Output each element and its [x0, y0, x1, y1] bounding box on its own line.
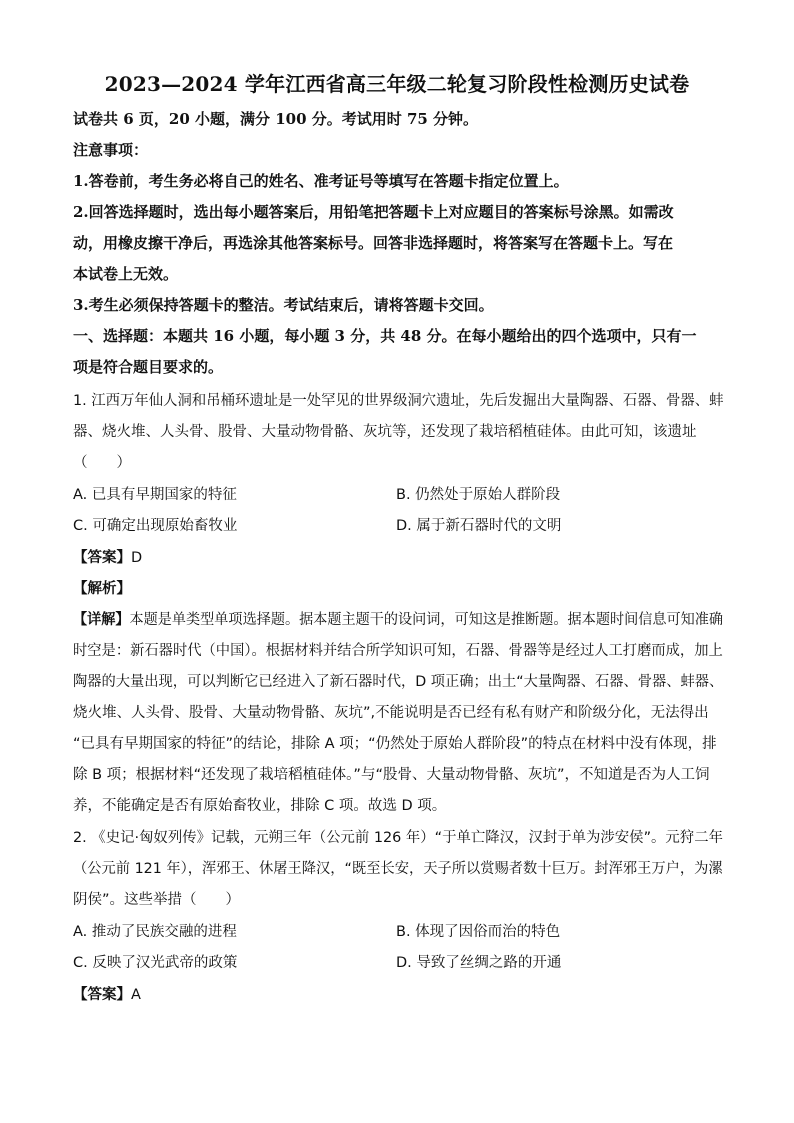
q1-detail-line-4: 烧火堆、人头骨、股骨、大量动物骨骼、灰坑”,不能说明是否已经有私有财产和阶级分化，无法得出: [73, 705, 709, 721]
q1-answer-tag: 【答案】: [73, 550, 131, 566]
q1-detail-line-1: [73, 608, 724, 629]
q1-answer-value: D: [131, 550, 143, 566]
q1-option-c: C. 可确定出现原始畜牧业: [73, 518, 238, 534]
q2-answer-value: A: [131, 987, 141, 1003]
q2-stem-line-2: （公元前 121 年），浑邪王、休屠王降汉，“既至长安，天子所以赏赐者数十巨万。封浑邪王万户，为漯: [73, 861, 723, 877]
q1-stem-line-1: 1. 江西万年仙人洞和吊桶环遗址是一处罕见的世界级洞穴遗址，先后发掘出大量陶器、石器、骨器、蚌: [73, 393, 724, 409]
q1-detail-text-1: 本题是单类型单项选择题。据本题主题干的设问词，可知这是推断题。据本题时间信息可知准确: [129, 612, 724, 628]
q1-detail-line-3: 陶器的大量出现，可以判断它已经进入了新石器时代，D 项正确；出土“大量陶器、石器、骨器、蚌器、: [73, 674, 724, 690]
notice-heading: 注意事项：: [73, 141, 149, 159]
q1-detail-line-6: 除 B 项；根据材料“还发现了栽培稻植硅体。”与“股骨、大量动物骨骼、灰坑”，不知道是否为人工饲: [73, 767, 710, 783]
q1-analysis: [73, 577, 723, 598]
notice-item-3: 3.考生必须保持答题卡的整洁。考试结束后，请将答题卡交回。: [73, 296, 494, 314]
q1-option-a: A. 已具有早期国家的特征: [73, 487, 237, 503]
q2-stem-line-1: 2. 《史记·匈奴列传》记载，元朔三年（公元前 126 年）“于单亡降汉，汉封于单为涉安侯”。元狩二年: [73, 830, 723, 846]
q1-answer: [73, 546, 723, 567]
section-heading-line-2: 项是符合题目要求的。: [73, 358, 224, 376]
q2-option-d: D. 导致了丝绸之路的开通: [396, 955, 562, 971]
q1-analysis-tag: 【解析】: [73, 581, 131, 597]
notice-item-2-line-3: 本试卷上无效。: [73, 265, 179, 283]
q2-option-a: A. 推动了民族交融的进程: [73, 924, 237, 940]
section-heading-line-1: 一、选择题：本题共 16 小题，每小题 3 分，共 48 分。在每小题给出的四个选项中，只有一: [73, 327, 697, 345]
q1-detail-line-5: “已具有早期国家的特征”的结论，排除 A 项；“仍然处于原始人群阶段”的特点在材料中没有体现，排: [73, 736, 717, 752]
q2-stem-line-3: 阴侯”。这些举措（ ）: [73, 892, 241, 908]
exam-info: 试卷共 6 页，20 小题，满分 100 分。考试用时 75 分钟。: [73, 110, 479, 128]
notice-item-1: 1.答卷前，考生务必将自己的姓名、准考证号等填写在答题卡指定位置上。: [73, 172, 569, 190]
q1-option-d: D. 属于新石器时代的文明: [396, 518, 562, 534]
q1-detail-line-2: 时空是：新石器时代（中国）。根据材料并结合所学知识可知，石器、骨器等是经过人工打磨而成，加上: [73, 643, 723, 659]
q2-option-c: C. 反映了汉光武帝的政策: [73, 955, 238, 971]
q1-option-b: B. 仍然处于原始人群阶段: [396, 487, 561, 503]
q1-detail-tag: 【详解】: [73, 612, 130, 628]
notice-item-2-line-1: 2.回答选择题时，选出每小题答案后，用铅笔把答题卡上对应题目的答案标号涂黑。如需改: [73, 203, 674, 221]
q1-detail-line-7: 养，不能确定是否有原始畜牧业，排除 C 项。故选 D 项。: [73, 798, 447, 814]
q1-stem-line-3: （ ）: [73, 455, 131, 471]
notice-item-2-line-2: 动，用橡皮擦干净后，再选涂其他答案标号。回答非选择题时，将答案写在答题卡上。写在: [73, 234, 674, 252]
q1-stem-line-2: 器、烧火堆、人头骨、股骨、大量动物骨骼、灰坑等，还发现了栽培稻植硅体。由此可知，该遗址: [73, 424, 697, 440]
q2-option-b: B. 体现了因俗而治的特色: [396, 924, 561, 940]
exam-title: 2023—2024 学年江西省高三年级二轮复习阶段性检测历史试卷: [104, 72, 690, 96]
q2-answer: [73, 983, 723, 1004]
q2-answer-tag: 【答案】: [73, 987, 131, 1003]
